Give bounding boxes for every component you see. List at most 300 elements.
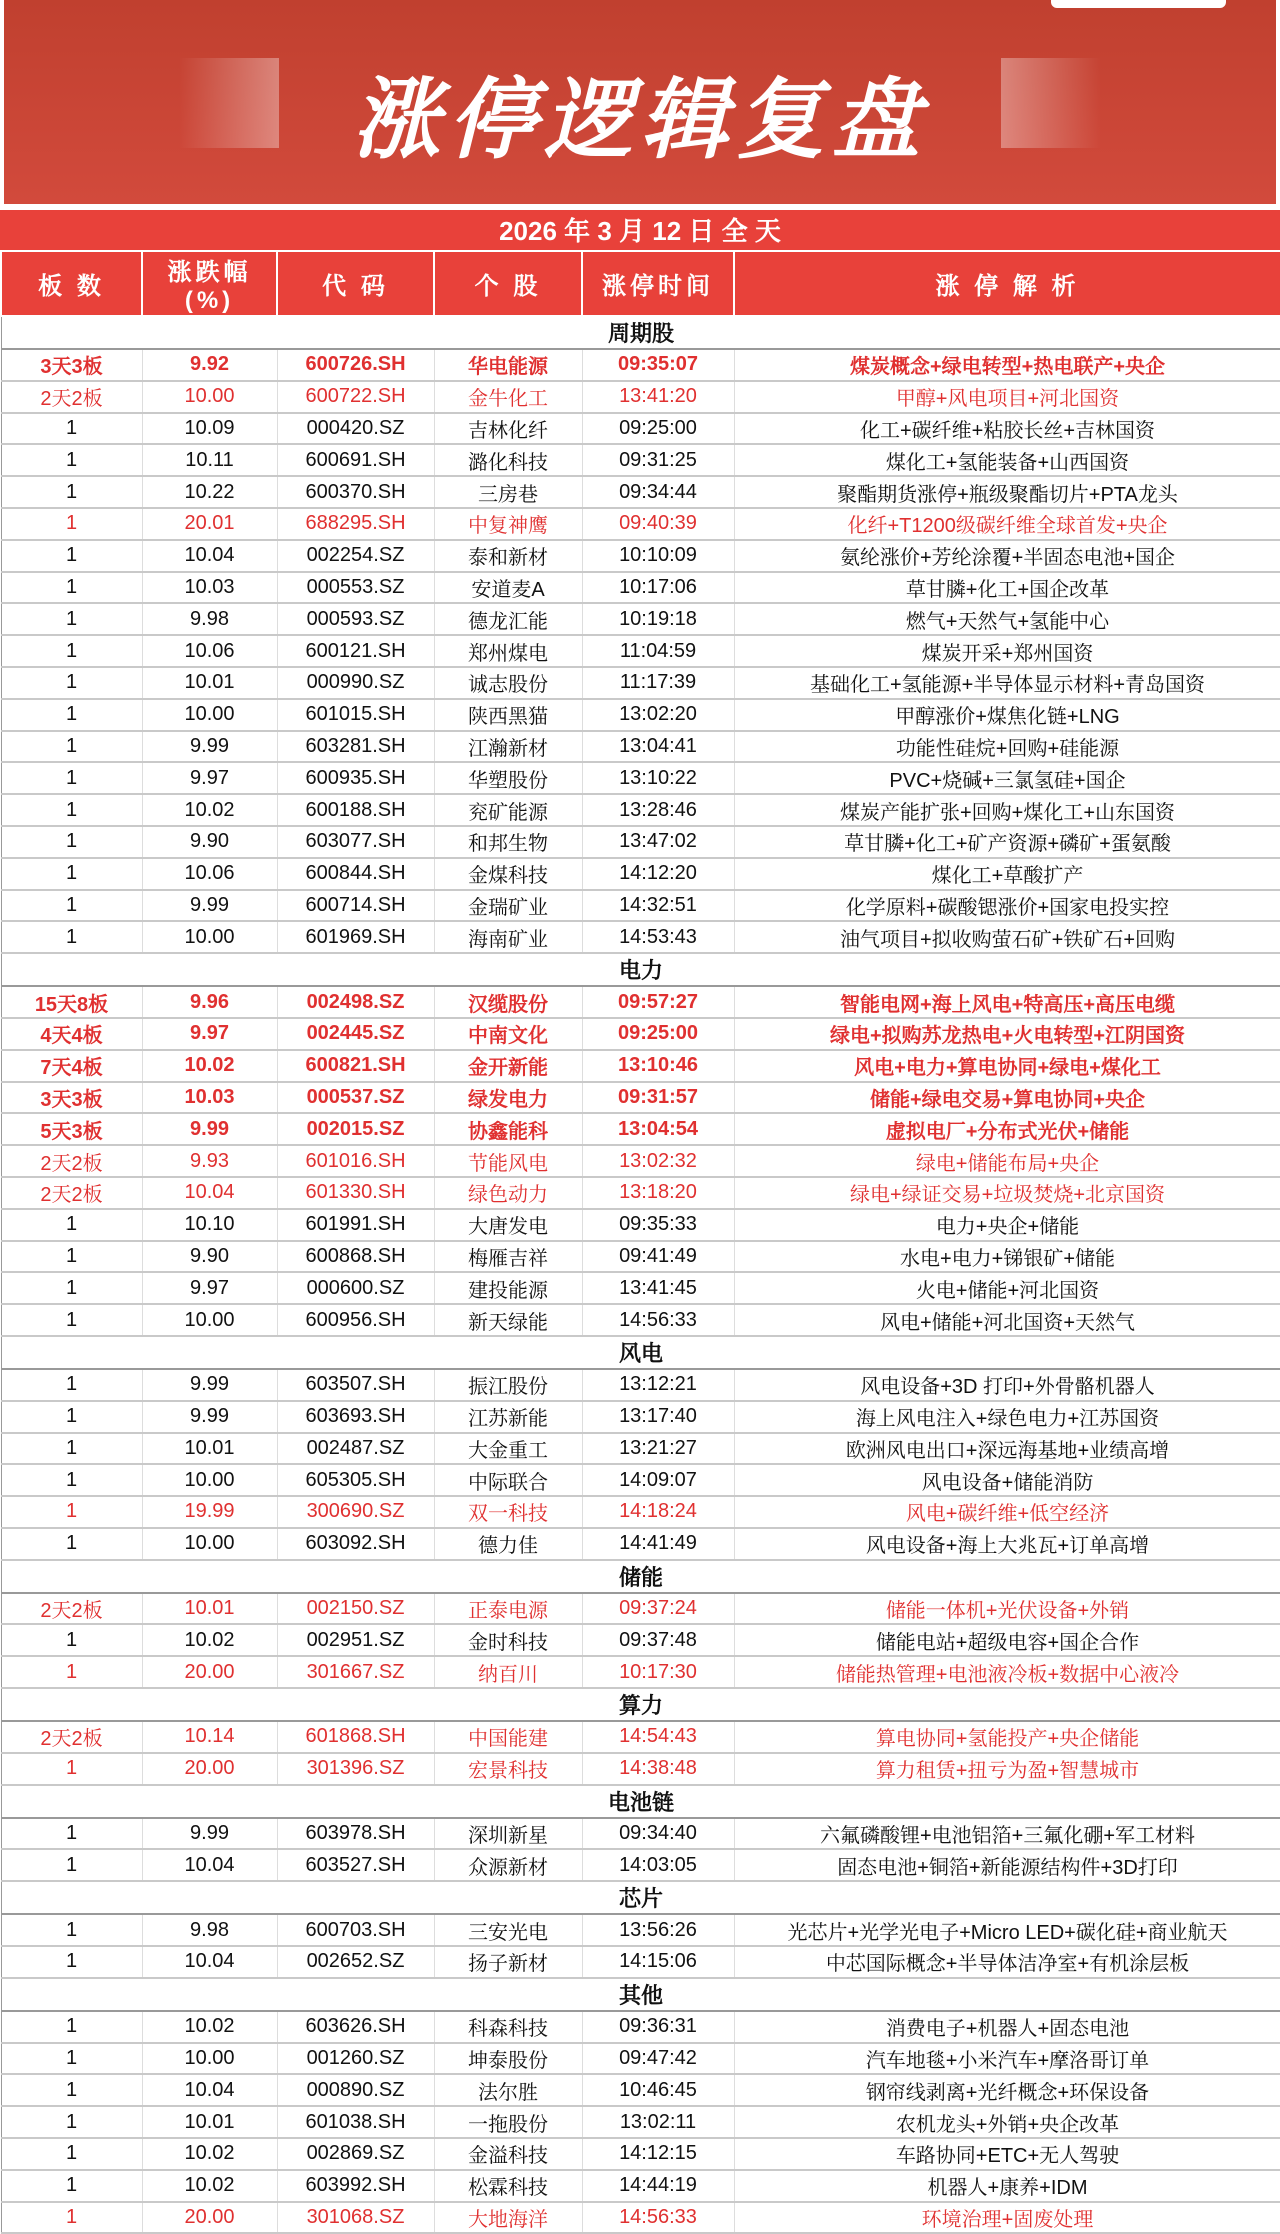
table-row[interactable] <box>1 667 1280 699</box>
analysis-cell: 消费电子+机器人+固态电池 <box>734 2011 1280 2043</box>
limit-time-cell: 09:47:42 <box>582 2043 734 2075</box>
change-pct-cell: 9.99 <box>142 890 277 922</box>
table-row[interactable] <box>1 890 1280 922</box>
stock-name-cell: 和邦生物 <box>434 826 582 858</box>
table-row[interactable] <box>1 858 1280 890</box>
analysis-cell: 绿电+储能布局+央企 <box>734 1145 1280 1177</box>
analysis-cell: 草甘膦+化工+国企改革 <box>734 572 1280 604</box>
table-row[interactable] <box>1 794 1280 826</box>
table-row[interactable] <box>1 1624 1280 1656</box>
stock-name-cell: 松霖科技 <box>434 2170 582 2202</box>
code-cell: 601330.SH <box>277 1177 434 1209</box>
table-row[interactable] <box>1 699 1280 731</box>
table-row[interactable] <box>1 1914 1280 1946</box>
limit-time-cell: 13:28:46 <box>582 794 734 826</box>
analysis-cell: 煤炭开采+郑州国资 <box>734 635 1280 667</box>
table-row[interactable] <box>1 508 1280 540</box>
code-cell: 603626.SH <box>277 2011 434 2043</box>
stock-name-cell: 节能风电 <box>434 1145 582 1177</box>
code-cell: 301667.SZ <box>277 1656 434 1688</box>
code-cell: 688295.SH <box>277 508 434 540</box>
limit-time-cell: 14:38:48 <box>582 1753 734 1785</box>
table-row[interactable] <box>1 986 1280 1018</box>
change-pct-cell: 19.99 <box>142 1496 277 1528</box>
boards-cell: 1 <box>1 1496 142 1528</box>
change-pct-cell: 10.01 <box>142 1433 277 1465</box>
limit-time-cell: 09:34:40 <box>582 1818 734 1850</box>
analysis-cell: 水电+电力+锑银矿+储能 <box>734 1241 1280 1273</box>
stock-name-cell: 中际联合 <box>434 1464 582 1496</box>
change-pct-cell: 9.96 <box>142 986 277 1018</box>
change-pct-cell: 9.99 <box>142 1369 277 1401</box>
col-code-header: 代 码 <box>277 251 434 316</box>
analysis-cell: 风电+储能+河北国资+天然气 <box>734 1304 1280 1336</box>
table-row[interactable] <box>1 762 1280 794</box>
table-row[interactable] <box>1 572 1280 604</box>
section-title: 周期股 <box>1 316 1280 349</box>
limit-time-cell: 09:31:25 <box>582 444 734 476</box>
analysis-cell: 储能电站+超级电容+国企合作 <box>734 1624 1280 1656</box>
title-banner <box>0 0 1280 208</box>
boards-cell: 1 <box>1 2202 142 2234</box>
change-pct-cell: 9.99 <box>142 1113 277 1145</box>
table-row[interactable] <box>1 1464 1280 1496</box>
table-row[interactable] <box>1 603 1280 635</box>
change-pct-cell: 10.06 <box>142 858 277 890</box>
stock-name-cell: 大金重工 <box>434 1433 582 1465</box>
table-row[interactable] <box>1 1018 1280 1050</box>
boards-cell: 1 <box>1 1464 142 1496</box>
boards-cell: 1 <box>1 476 142 508</box>
table-row[interactable] <box>1 1818 1280 1850</box>
table-row[interactable] <box>1 2202 1280 2234</box>
boards-cell: 1 <box>1 1914 142 1946</box>
change-pct-cell: 10.02 <box>142 2138 277 2170</box>
change-pct-cell: 10.00 <box>142 1528 277 1560</box>
table-row[interactable] <box>1 1946 1280 1978</box>
limit-time-cell: 14:12:20 <box>582 858 734 890</box>
code-cell: 603092.SH <box>277 1528 434 1560</box>
section-row <box>1 1881 1280 1914</box>
stock-name-cell: 泰和新材 <box>434 540 582 572</box>
section-row <box>1 1688 1280 1721</box>
boards-cell: 1 <box>1 1818 142 1850</box>
analysis-cell: 化纤+T1200级碳纤维全球首发+央企 <box>734 508 1280 540</box>
change-pct-cell: 20.00 <box>142 2202 277 2234</box>
stock-name-cell: 安道麦A <box>434 572 582 604</box>
section-title: 风电 <box>1 1336 1280 1369</box>
stock-name-cell: 海南矿业 <box>434 921 582 953</box>
section-row <box>1 1785 1280 1818</box>
code-cell: 002445.SZ <box>277 1018 434 1050</box>
change-pct-cell: 9.90 <box>142 826 277 858</box>
table-row[interactable] <box>1 2074 1280 2106</box>
analysis-cell: 油气项目+拟收购萤石矿+铁矿石+回购 <box>734 921 1280 953</box>
code-cell: 600722.SH <box>277 381 434 413</box>
table-row[interactable] <box>1 1304 1280 1336</box>
limit-time-cell: 14:56:33 <box>582 2202 734 2234</box>
stock-name-cell: 华塑股份 <box>434 762 582 794</box>
analysis-cell: 光芯片+光学光电子+Micro LED+碳化硅+商业航天 <box>734 1914 1280 1946</box>
table-row[interactable] <box>1 1369 1280 1401</box>
analysis-cell: 煤化工+草酸扩产 <box>734 858 1280 890</box>
table-row[interactable] <box>1 2043 1280 2075</box>
col-limit-time-header: 涨停时间 <box>582 251 734 316</box>
change-pct-cell: 9.99 <box>142 1401 277 1433</box>
stock-name-cell: 法尔胜 <box>434 2074 582 2106</box>
limit-time-cell: 11:17:39 <box>582 667 734 699</box>
limit-time-cell: 13:56:26 <box>582 1914 734 1946</box>
stock-name-cell: 金溢科技 <box>434 2138 582 2170</box>
stock-name-cell: 金煤科技 <box>434 858 582 890</box>
change-pct-cell: 9.97 <box>142 1018 277 1050</box>
boards-cell: 15天8板 <box>1 986 142 1018</box>
code-cell: 603527.SH <box>277 1849 434 1881</box>
table-row[interactable] <box>1 1050 1280 1082</box>
section-title: 电池链 <box>1 1785 1280 1818</box>
boards-cell: 1 <box>1 699 142 731</box>
change-pct-cell: 20.00 <box>142 1656 277 1688</box>
limit-time-cell: 13:12:21 <box>582 1369 734 1401</box>
boards-cell: 1 <box>1 1433 142 1465</box>
limit-time-cell: 14:03:05 <box>582 1849 734 1881</box>
stock-name-cell: 协鑫能科 <box>434 1113 582 1145</box>
boards-cell: 1 <box>1 1849 142 1881</box>
change-pct-cell: 10.01 <box>142 667 277 699</box>
change-pct-cell: 10.11 <box>142 444 277 476</box>
table-row[interactable] <box>1 1177 1280 1209</box>
limit-time-cell: 14:56:33 <box>582 1304 734 1336</box>
change-pct-cell: 10.09 <box>142 413 277 445</box>
analysis-cell: 机器人+康养+IDM <box>734 2170 1280 2202</box>
boards-cell: 1 <box>1 1624 142 1656</box>
boards-cell: 1 <box>1 2106 142 2138</box>
boards-cell: 1 <box>1 826 142 858</box>
boards-cell: 1 <box>1 540 142 572</box>
boards-cell: 1 <box>1 667 142 699</box>
limit-time-cell: 09:36:31 <box>582 2011 734 2043</box>
boards-cell: 3天3板 <box>1 349 142 381</box>
change-pct-cell: 10.00 <box>142 1304 277 1336</box>
boards-cell: 2天2板 <box>1 381 142 413</box>
change-pct-cell: 9.98 <box>142 603 277 635</box>
code-cell: 603992.SH <box>277 2170 434 2202</box>
table-row[interactable] <box>1 635 1280 667</box>
analysis-cell: 汽车地毯+小米汽车+摩洛哥订单 <box>734 2043 1280 2075</box>
stock-name-cell: 中国能建 <box>434 1721 582 1753</box>
limit-time-cell: 13:41:45 <box>582 1272 734 1304</box>
boards-cell: 1 <box>1 2011 142 2043</box>
table-row[interactable] <box>1 1656 1280 1688</box>
analysis-cell: 储能+绿电交易+算电协同+央企 <box>734 1082 1280 1114</box>
limit-time-cell: 13:41:20 <box>582 381 734 413</box>
analysis-cell: 化学原料+碳酸锶涨价+国家电投实控 <box>734 890 1280 922</box>
change-pct-cell: 10.22 <box>142 476 277 508</box>
change-pct-cell: 10.04 <box>142 2074 277 2106</box>
stock-name-cell: 双一科技 <box>434 1496 582 1528</box>
stock-name-cell: 诚志股份 <box>434 667 582 699</box>
table-row[interactable] <box>1 1113 1280 1145</box>
change-pct-cell: 10.02 <box>142 2170 277 2202</box>
stock-name-cell: 华电能源 <box>434 349 582 381</box>
stock-name-cell: 深圳新星 <box>434 1818 582 1850</box>
analysis-cell: 储能一体机+光伏设备+外销 <box>734 1593 1280 1625</box>
code-cell: 601991.SH <box>277 1209 434 1241</box>
change-pct-cell: 10.01 <box>142 1593 277 1625</box>
analysis-cell: 氨纶涨价+芳纶涂覆+半固态电池+国企 <box>734 540 1280 572</box>
boards-cell: 1 <box>1 1656 142 1688</box>
limit-up-table <box>0 250 1280 2234</box>
boards-cell: 1 <box>1 1209 142 1241</box>
limit-time-cell: 10:17:06 <box>582 572 734 604</box>
boards-cell: 1 <box>1 2074 142 2106</box>
code-cell: 603507.SH <box>277 1369 434 1401</box>
code-cell: 601868.SH <box>277 1721 434 1753</box>
change-pct-cell: 9.99 <box>142 1818 277 1850</box>
analysis-cell: 环境治理+固废处理 <box>734 2202 1280 2234</box>
limit-time-cell: 13:18:20 <box>582 1177 734 1209</box>
table-row[interactable] <box>1 413 1280 445</box>
table-row[interactable] <box>1 2170 1280 2202</box>
table-row[interactable] <box>1 1528 1280 1560</box>
table-row[interactable] <box>1 1849 1280 1881</box>
table-row[interactable] <box>1 540 1280 572</box>
table-row[interactable] <box>1 1082 1280 1114</box>
boards-cell: 1 <box>1 1528 142 1560</box>
analysis-cell: 风电设备+储能消防 <box>734 1464 1280 1496</box>
stock-name-cell: 德龙汇能 <box>434 603 582 635</box>
code-cell: 002498.SZ <box>277 986 434 1018</box>
analysis-cell: 农机龙头+外销+央企改革 <box>734 2106 1280 2138</box>
boards-cell: 4天4板 <box>1 1018 142 1050</box>
code-cell: 600714.SH <box>277 890 434 922</box>
table-row[interactable] <box>1 2011 1280 2043</box>
stock-name-cell: 金瑞矿业 <box>434 890 582 922</box>
table-row[interactable] <box>1 1593 1280 1625</box>
boards-cell: 1 <box>1 444 142 476</box>
code-cell: 002487.SZ <box>277 1433 434 1465</box>
change-pct-cell: 10.02 <box>142 2011 277 2043</box>
code-cell: 002652.SZ <box>277 1946 434 1978</box>
change-pct-cell: 10.01 <box>142 2106 277 2138</box>
code-cell: 000890.SZ <box>277 2074 434 2106</box>
change-pct-cell: 10.00 <box>142 921 277 953</box>
boards-cell: 2天2板 <box>1 1721 142 1753</box>
table-row[interactable] <box>1 1753 1280 1785</box>
section-row <box>1 316 1280 349</box>
limit-time-cell: 14:54:43 <box>582 1721 734 1753</box>
limit-time-cell: 09:37:24 <box>582 1593 734 1625</box>
analysis-cell: 绿电+绿证交易+垃圾焚烧+北京国资 <box>734 1177 1280 1209</box>
limit-time-cell: 10:10:09 <box>582 540 734 572</box>
analysis-cell: 中芯国际概念+半导体洁净室+有机涂层板 <box>734 1946 1280 1978</box>
code-cell: 002951.SZ <box>277 1624 434 1656</box>
code-cell: 601969.SH <box>277 921 434 953</box>
change-pct-cell: 10.03 <box>142 572 277 604</box>
analysis-cell: 风电+碳纤维+低空经济 <box>734 1496 1280 1528</box>
stock-name-cell: 扬子新材 <box>434 1946 582 1978</box>
code-cell: 000593.SZ <box>277 603 434 635</box>
section-row <box>1 1978 1280 2011</box>
limit-time-cell: 09:34:44 <box>582 476 734 508</box>
limit-time-cell: 09:37:48 <box>582 1624 734 1656</box>
code-cell: 600956.SH <box>277 1304 434 1336</box>
code-cell: 601015.SH <box>277 699 434 731</box>
analysis-cell: 甲醇+风电项目+河北国资 <box>734 381 1280 413</box>
change-pct-cell: 10.00 <box>142 2043 277 2075</box>
limit-time-cell: 14:41:49 <box>582 1528 734 1560</box>
analysis-cell: 欧洲风电出口+深远海基地+业绩高增 <box>734 1433 1280 1465</box>
boards-cell: 1 <box>1 890 142 922</box>
analysis-cell: 聚酯期货涨停+瓶级聚酯切片+PTA龙头 <box>734 476 1280 508</box>
analysis-cell: 煤炭概念+绿电转型+热电联产+央企 <box>734 349 1280 381</box>
change-pct-cell: 10.04 <box>142 1946 277 1978</box>
section-title: 电力 <box>1 953 1280 986</box>
boards-cell: 5天3板 <box>1 1113 142 1145</box>
code-cell: 605305.SH <box>277 1464 434 1496</box>
col-stock-header: 个 股 <box>434 251 582 316</box>
table-row[interactable] <box>1 1272 1280 1304</box>
code-cell: 601016.SH <box>277 1145 434 1177</box>
code-cell: 603693.SH <box>277 1401 434 1433</box>
table-row[interactable] <box>1 1241 1280 1273</box>
code-cell: 002254.SZ <box>277 540 434 572</box>
code-cell: 600188.SH <box>277 794 434 826</box>
table-row[interactable] <box>1 476 1280 508</box>
stock-name-cell: 梅雁吉祥 <box>434 1241 582 1273</box>
boards-cell: 1 <box>1 413 142 445</box>
limit-time-cell: 09:41:49 <box>582 1241 734 1273</box>
stock-name-cell: 三房巷 <box>434 476 582 508</box>
code-cell: 300690.SZ <box>277 1496 434 1528</box>
section-row <box>1 1560 1280 1593</box>
analysis-cell: 电力+央企+储能 <box>734 1209 1280 1241</box>
stock-name-cell: 金牛化工 <box>434 381 582 413</box>
change-pct-cell: 9.98 <box>142 1914 277 1946</box>
stock-name-cell: 中南文化 <box>434 1018 582 1050</box>
code-cell: 002869.SZ <box>277 2138 434 2170</box>
limit-time-cell: 09:25:00 <box>582 413 734 445</box>
boards-cell: 1 <box>1 2138 142 2170</box>
table-row[interactable] <box>1 1401 1280 1433</box>
table-row[interactable] <box>1 826 1280 858</box>
table-row[interactable] <box>1 921 1280 953</box>
stock-name-cell: 吉林化纤 <box>434 413 582 445</box>
limit-time-cell: 09:40:39 <box>582 508 734 540</box>
table-row[interactable] <box>1 1496 1280 1528</box>
analysis-cell: 虚拟电厂+分布式光伏+储能 <box>734 1113 1280 1145</box>
stock-name-cell: 宏景科技 <box>434 1753 582 1785</box>
change-pct-cell: 20.00 <box>142 1753 277 1785</box>
limit-time-cell: 13:10:22 <box>582 762 734 794</box>
table-row[interactable] <box>1 1145 1280 1177</box>
limit-time-cell: 14:15:06 <box>582 1946 734 1978</box>
analysis-cell: 甲醇涨价+煤焦化链+LNG <box>734 699 1280 731</box>
table-row[interactable] <box>1 731 1280 763</box>
stock-name-cell: 建投能源 <box>434 1272 582 1304</box>
col-change-pct-header: 涨跌幅(%) <box>142 251 277 316</box>
limit-time-cell: 14:18:24 <box>582 1496 734 1528</box>
code-cell: 600370.SH <box>277 476 434 508</box>
table-row[interactable] <box>1 2106 1280 2138</box>
change-pct-cell: 9.93 <box>142 1145 277 1177</box>
limit-time-cell: 09:57:27 <box>582 986 734 1018</box>
analysis-cell: 储能热管理+电池液冷板+数据中心液冷 <box>734 1656 1280 1688</box>
stock-name-cell: 绿发电力 <box>434 1082 582 1114</box>
change-pct-cell: 20.01 <box>142 508 277 540</box>
stock-name-cell: 金开新能 <box>434 1050 582 1082</box>
date-bar: 2026 年 3 月 12 日 全 天 <box>0 208 1280 250</box>
section-row <box>1 1336 1280 1369</box>
stock-name-cell: 金时科技 <box>434 1624 582 1656</box>
analysis-cell: 风电设备+海上大兆瓦+订单高增 <box>734 1528 1280 1560</box>
limit-time-cell: 10:17:30 <box>582 1656 734 1688</box>
change-pct-cell: 10.02 <box>142 1050 277 1082</box>
col-analysis-header: 涨 停 解 析 <box>734 251 1280 316</box>
stock-name-cell: 中复神鹰 <box>434 508 582 540</box>
table-row[interactable] <box>1 1721 1280 1753</box>
analysis-cell: 智能电网+海上风电+特高压+高压电缆 <box>734 986 1280 1018</box>
analysis-cell: 车路协同+ETC+无人驾驶 <box>734 2138 1280 2170</box>
code-cell: 000553.SZ <box>277 572 434 604</box>
table-row[interactable] <box>1 444 1280 476</box>
stock-name-cell: 大地海洋 <box>434 2202 582 2234</box>
limit-time-cell: 13:02:11 <box>582 2106 734 2138</box>
limit-time-cell: 13:04:41 <box>582 731 734 763</box>
code-cell: 600121.SH <box>277 635 434 667</box>
table-row[interactable] <box>1 349 1280 381</box>
change-pct-cell: 10.06 <box>142 635 277 667</box>
stock-name-cell: 新天绿能 <box>434 1304 582 1336</box>
analysis-cell: 风电设备+3D 打印+外骨骼机器人 <box>734 1369 1280 1401</box>
boards-cell: 1 <box>1 1369 142 1401</box>
page-title: 涨停逻辑复盘 <box>351 70 928 169</box>
table-row[interactable] <box>1 1209 1280 1241</box>
boards-cell: 1 <box>1 635 142 667</box>
stock-name-cell: 坤泰股份 <box>434 2043 582 2075</box>
code-cell: 601038.SH <box>277 2106 434 2138</box>
stock-name-cell: 正泰电源 <box>434 1593 582 1625</box>
change-pct-cell: 9.97 <box>142 762 277 794</box>
boards-cell: 1 <box>1 731 142 763</box>
change-pct-cell: 10.10 <box>142 1209 277 1241</box>
section-title: 算力 <box>1 1688 1280 1721</box>
section-title: 芯片 <box>1 1881 1280 1914</box>
table-row[interactable] <box>1 1433 1280 1465</box>
boards-cell: 1 <box>1 1304 142 1336</box>
limit-time-cell: 14:32:51 <box>582 890 734 922</box>
change-pct-cell: 10.00 <box>142 1464 277 1496</box>
limit-time-cell: 10:46:45 <box>582 2074 734 2106</box>
stock-name-cell: 兖矿能源 <box>434 794 582 826</box>
section-title: 其他 <box>1 1978 1280 2011</box>
boards-cell: 1 <box>1 603 142 635</box>
analysis-cell: 化工+碳纤维+粘胶长丝+吉林国资 <box>734 413 1280 445</box>
stock-name-cell: 众源新材 <box>434 1849 582 1881</box>
boards-cell: 1 <box>1 2043 142 2075</box>
limit-time-cell: 14:53:43 <box>582 921 734 953</box>
code-cell: 600844.SH <box>277 858 434 890</box>
boards-cell: 1 <box>1 921 142 953</box>
analysis-cell: 绿电+拟购苏龙热电+火电转型+江阴国资 <box>734 1018 1280 1050</box>
stock-name-cell: 郑州煤电 <box>434 635 582 667</box>
stock-name-cell: 大唐发电 <box>434 1209 582 1241</box>
limit-time-cell: 13:02:20 <box>582 699 734 731</box>
table-row[interactable] <box>1 2138 1280 2170</box>
analysis-cell: 煤炭产能扩张+回购+煤化工+山东国资 <box>734 794 1280 826</box>
table-row[interactable] <box>1 381 1280 413</box>
change-pct-cell: 10.03 <box>142 1082 277 1114</box>
